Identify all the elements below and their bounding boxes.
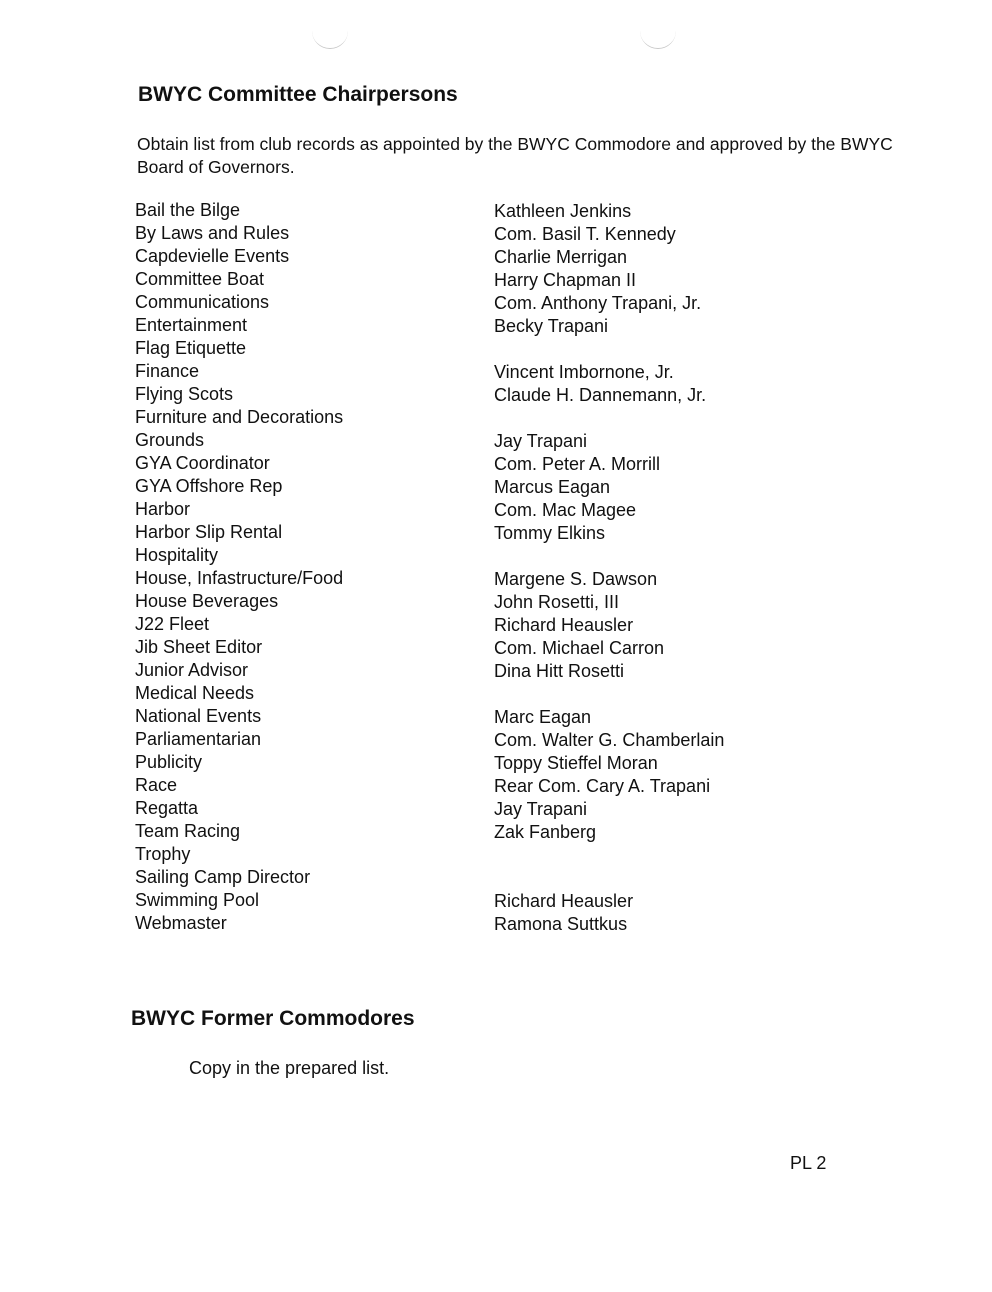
committee-name: J22 Fleet	[135, 614, 210, 634]
committee-name: Junior Advisor	[135, 660, 249, 680]
chairperson-name: Tommy Elkins	[494, 523, 606, 543]
chairperson-name: Kathleen Jenkins	[494, 201, 632, 221]
chairperson-name: Toppy Stieffel Moran	[494, 753, 658, 773]
committee-name: Harbor Slip Rental	[135, 522, 283, 542]
committee-chairpersons-heading: BWYC Committee Chairpersons	[138, 83, 458, 106]
committee-name: Entertainment	[135, 315, 248, 335]
punch-hole-mark	[640, 30, 676, 49]
committee-name: Committee Boat	[135, 269, 265, 289]
committee-name: Furniture and Decorations	[135, 407, 344, 427]
committee-name: Medical Needs	[135, 683, 255, 703]
chairperson-name: Dina Hitt Rosetti	[494, 661, 625, 681]
committee-name: Flag Etiquette	[135, 338, 247, 358]
chairperson-name: Harry Chapman II	[494, 270, 637, 290]
chairperson-list	[494, 200, 724, 936]
chairperson-name: Vincent Imbornone, Jr.	[494, 362, 674, 382]
chairperson-name	[494, 545, 724, 568]
chairperson-name: Richard Heausler	[494, 615, 634, 635]
committee-name: National Events	[135, 706, 262, 726]
chairperson-name	[494, 683, 724, 706]
chairperson-name: Richard Heausler	[494, 891, 634, 911]
committee-name: Trophy	[135, 844, 191, 864]
committee-name: Race	[135, 775, 178, 795]
chairperson-name: Margene S. Dawson	[494, 569, 658, 589]
punch-hole-mark	[312, 30, 348, 49]
committee-name: Webmaster	[135, 913, 227, 933]
former-commodores-note: Copy in the prepared list.	[189, 1058, 390, 1078]
chairperson-name	[494, 407, 724, 430]
chairperson-name: Marcus Eagan	[494, 477, 611, 497]
committee-name: House Beverages	[135, 591, 279, 611]
chairperson-name: Marc Eagan	[494, 707, 592, 727]
page-number: PL 2	[790, 1153, 827, 1173]
chairperson-name: Com. Walter G. Chamberlain	[494, 730, 725, 750]
chairperson-name	[494, 844, 724, 867]
chairperson-name: Rear Com. Cary A. Trapani	[494, 776, 711, 796]
committee-name: Parliamentarian	[135, 729, 262, 749]
former-commodores-heading: BWYC Former Commodores	[131, 1007, 415, 1030]
committee-name: Capdevielle Events	[135, 246, 290, 266]
committee-name: Harbor	[135, 499, 191, 519]
committee-name: Flying Scots	[135, 384, 234, 404]
committee-name: Jib Sheet Editor	[135, 637, 263, 657]
chairperson-name: Zak Fanberg	[494, 822, 597, 842]
committee-name: Grounds	[135, 430, 205, 450]
chairperson-name: John Rosetti, III	[494, 592, 620, 612]
committee-name: GYA Coordinator	[135, 453, 270, 473]
committee-intro-text: Obtain list from club records as appointed by the BWYC Commodore and approved by the BWYC Board of Governors.	[137, 134, 893, 177]
committee-name: Bail the Bilge	[135, 200, 241, 220]
committee-name: Finance	[135, 361, 200, 381]
chairperson-name	[494, 867, 724, 890]
chairperson-name: Jay Trapani	[494, 431, 588, 451]
chairperson-name	[494, 338, 724, 361]
committee-name: Sailing Camp Director	[135, 867, 311, 887]
committee-name: House, Infastructure/Food	[135, 568, 344, 588]
committee-name: Hospitality	[135, 545, 219, 565]
chairperson-name: Com. Michael Carron	[494, 638, 665, 658]
chairperson-name: Charlie Merrigan	[494, 247, 628, 267]
committee-name: GYA Offshore Rep	[135, 476, 283, 496]
chairperson-name: Ramona Suttkus	[494, 914, 628, 934]
chairperson-name: Com. Mac Magee	[494, 500, 637, 520]
committee-name: By Laws and Rules	[135, 223, 290, 243]
committee-name: Swimming Pool	[135, 890, 260, 910]
chairperson-name: Com. Anthony Trapani, Jr.	[494, 293, 702, 313]
chairperson-name: Com. Basil T. Kennedy	[494, 224, 676, 244]
committee-name: Communications	[135, 292, 270, 312]
committee-list	[135, 199, 343, 935]
committee-name: Regatta	[135, 798, 199, 818]
chairperson-name: Claude H. Dannemann, Jr.	[494, 385, 707, 405]
chairperson-name: Com. Peter A. Morrill	[494, 454, 661, 474]
committee-name: Team Racing	[135, 821, 241, 841]
committee-name: Publicity	[135, 752, 203, 772]
chairperson-name: Jay Trapani	[494, 799, 588, 819]
chairperson-name: Becky Trapani	[494, 316, 609, 336]
